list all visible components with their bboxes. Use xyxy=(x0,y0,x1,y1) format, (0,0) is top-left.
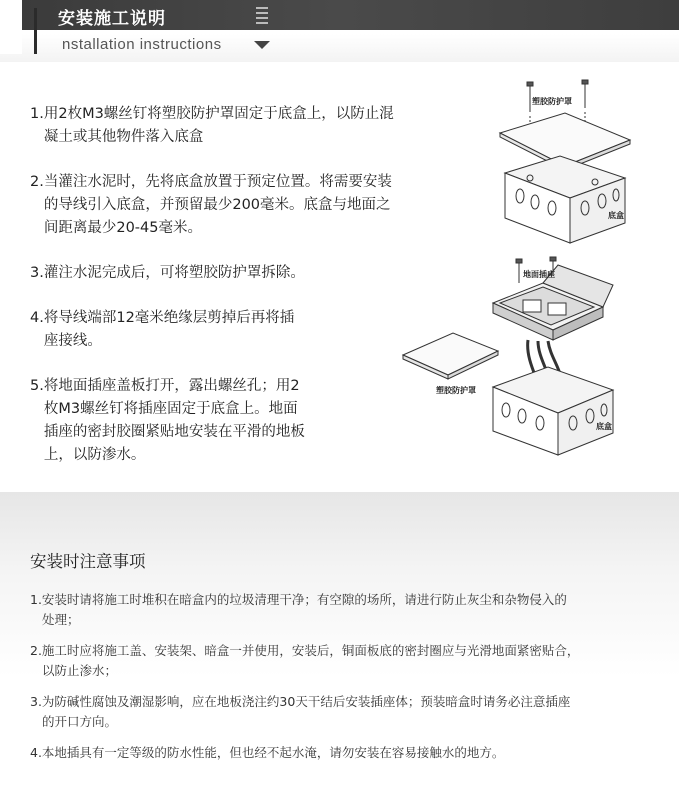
figure-label: 底盒 xyxy=(608,211,624,220)
note-line: 3.为防碱性腐蚀及潮湿影响，应在地板浇注约30天干结后安装插座体；预装暗盒时请务必注意插座 xyxy=(30,694,571,709)
header-banner xyxy=(0,0,679,62)
figure-socket-install xyxy=(398,255,658,460)
note-item xyxy=(30,641,655,681)
note-line: 2.施工时应将施工盖、安装架、暗盒一并使用，安装后，铜面板底的密封圈应与光滑地面紧密贴合， xyxy=(30,643,580,658)
note-line: 4.本地插具有一定等级的防水性能，但也经不起水淹，请勿安装在容易接触水的地方。 xyxy=(30,745,505,760)
step-number: 2. xyxy=(30,174,44,190)
note-item xyxy=(30,743,655,763)
figure-label: 塑胶防护罩 xyxy=(532,97,572,106)
step-line: 插座的密封胶圈紧贴地安装在平滑的地板 xyxy=(43,424,305,440)
step-text xyxy=(44,103,470,149)
note-line: 的开口方向。 xyxy=(42,714,118,729)
note-item xyxy=(30,692,655,732)
notes-title: 安装时注意事项 xyxy=(30,552,146,571)
figure-label: 地面插座 xyxy=(523,270,555,279)
page-title: 安装施工说明 xyxy=(58,9,166,29)
step-text xyxy=(44,171,470,240)
header-left-block xyxy=(0,0,22,54)
figure-label: 底盒 xyxy=(596,422,612,431)
step-number: 3. xyxy=(30,265,44,281)
step-line: 上，以防渗水。 xyxy=(43,447,146,463)
step-line: 枚M3螺丝钉将插座固定于底盒上。地面 xyxy=(43,401,298,417)
step-line: 座接线。 xyxy=(43,333,102,349)
step-line: 间距离最少20-45毫米。 xyxy=(43,220,202,236)
step-number: 5. xyxy=(30,378,44,394)
figure-label: 塑胶防护罩 xyxy=(436,386,476,395)
header-accent-line xyxy=(34,8,37,54)
step-line: 灌注水泥完成后，可将塑胶防护罩拆除。 xyxy=(43,265,305,281)
step-line: 凝土或其他物件落入底盒 xyxy=(43,129,204,145)
step-line: 当灌注水泥时，先将底盒放置于预定位置。将需要安装 xyxy=(43,174,392,190)
page-subtitle: nstallation instructions xyxy=(62,36,222,53)
note-line: 处理； xyxy=(42,612,80,627)
step-line: 的导线引入底盒，并预留最少200毫米。底盒与地面之 xyxy=(43,197,391,213)
step-1 xyxy=(30,103,470,149)
step-2 xyxy=(30,171,470,240)
step-line: 用2枚M3螺丝钉将塑胶防护罩固定于底盒上，以防止混 xyxy=(43,106,394,122)
step-line: 将导线端部12毫米绝缘层剪掉后再将插 xyxy=(43,310,295,326)
note-line: 以防止渗水； xyxy=(42,663,118,678)
socket-box-illustration xyxy=(398,255,658,460)
triangle-down-icon xyxy=(254,41,270,49)
figure-cover-install xyxy=(490,78,650,253)
note-item xyxy=(30,590,655,630)
menu-lines-icon xyxy=(256,7,268,25)
step-number: 4. xyxy=(30,310,44,326)
note-line: 1.安装时请将施工时堆积在暗盒内的垃圾清理干净；有空隙的场所，请进行防止灰尘和杂物侵入的 xyxy=(30,592,567,607)
notes-list xyxy=(30,590,655,774)
step-number: 1. xyxy=(30,106,44,122)
step-line: 将地面插座盖板打开，露出螺丝孔；用2 xyxy=(43,378,300,394)
